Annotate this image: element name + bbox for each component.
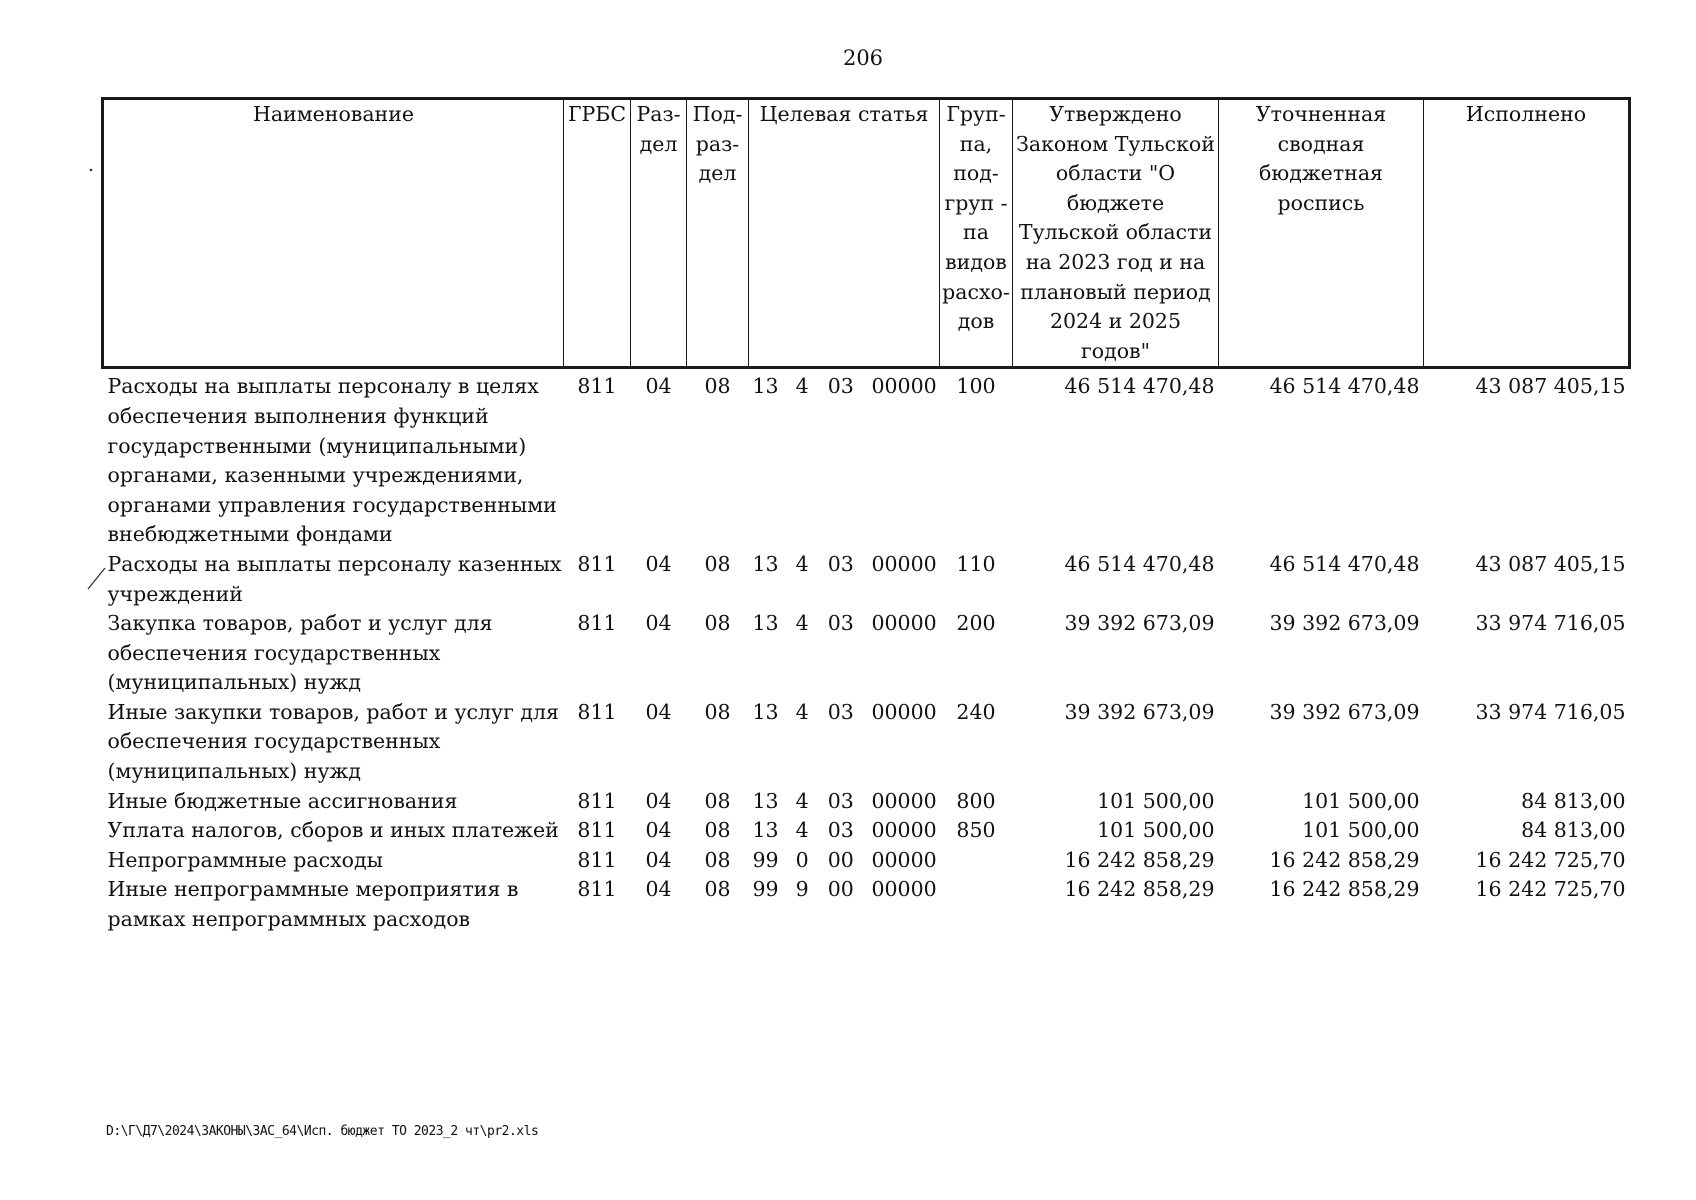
target-part-t2: 4	[795, 699, 809, 724]
row-name: Уплата налогов, сборов и иных платежей	[107, 818, 559, 843]
row-refined: 39 392 673,09	[1269, 611, 1420, 636]
row-razdel: 04	[645, 374, 672, 399]
row-executed: 16 242 725,70	[1475, 877, 1626, 902]
row-razdel: 04	[645, 551, 672, 576]
row-name: Иные бюджетные ассигнования	[107, 788, 458, 813]
target-part-t1: 13	[752, 699, 779, 724]
row-razdel: 04	[645, 818, 672, 843]
file-path-footer: D:\Г\Д7\2024\ЗАКОНЫ\ЗАС_64\Исп. бюджет ТО 2023_2 чт\pr2.xls	[106, 1124, 539, 1139]
row-refined: 16 242 858,29	[1269, 847, 1420, 872]
header-group: Груп- па, под- груп - па видов расхо- дов	[940, 99, 1013, 368]
row-executed: 43 087 405,15	[1475, 551, 1626, 576]
row-group: 100	[956, 374, 996, 399]
row-podrazdel: 08	[704, 788, 731, 813]
target-part-t4: 00000	[871, 699, 937, 724]
row-group	[940, 846, 1013, 876]
target-part-t1: 99	[752, 877, 779, 902]
table-header	[103, 99, 1630, 368]
header-target: Целевая статья	[749, 99, 940, 368]
table-body	[103, 368, 1630, 935]
row-podrazdel: 08	[704, 818, 731, 843]
row-executed: 33 974 716,05	[1475, 699, 1626, 724]
row-refined: 101 500,00	[1302, 788, 1420, 813]
pen-tick-mark	[86, 565, 108, 591]
row-razdel: 04	[645, 611, 672, 636]
target-part-t2: 4	[795, 551, 809, 576]
row-name: Расходы на выплаты персоналу казенных учреждений	[107, 551, 562, 606]
row-group: 200	[956, 611, 996, 636]
target-part-t2: 0	[795, 847, 809, 872]
target-part-t4: 00000	[871, 847, 937, 872]
row-podrazdel: 08	[704, 699, 731, 724]
target-part-t3: 03	[827, 551, 854, 576]
row-target-article	[749, 816, 940, 846]
table-row	[103, 875, 1630, 934]
row-grbs: 811	[577, 551, 617, 576]
ink-dot	[88, 167, 94, 173]
row-podrazdel: 08	[704, 374, 731, 399]
row-refined: 16 242 858,29	[1269, 877, 1420, 902]
target-part-t1: 13	[752, 788, 779, 813]
row-group: 850	[956, 818, 996, 843]
target-part-t2: 4	[795, 818, 809, 843]
row-name: Непрограммные расходы	[107, 847, 383, 872]
table-row	[103, 698, 1630, 787]
target-part-t1: 13	[752, 611, 779, 636]
row-approved: 46 514 470,48	[1064, 374, 1215, 399]
target-part-t1: 13	[752, 818, 779, 843]
row-executed: 84 813,00	[1521, 788, 1626, 813]
row-executed: 43 087 405,15	[1475, 374, 1626, 399]
target-part-t3: 00	[827, 877, 854, 902]
row-group: 240	[956, 699, 996, 724]
target-part-t3: 03	[827, 788, 854, 813]
target-part-t3: 03	[827, 699, 854, 724]
row-executed: 16 242 725,70	[1475, 847, 1626, 872]
row-podrazdel: 08	[704, 877, 731, 902]
row-name: Закупка товаров, работ и услуг для обеспечения государственных (муниципальных) нужд	[107, 611, 493, 695]
header-executed: Исполнено	[1424, 99, 1630, 368]
row-name: Иные закупки товаров, работ и услуг для обеспечения государственных (муниципальных) нужд	[107, 699, 559, 784]
target-part-t4: 00000	[871, 551, 937, 576]
row-podrazdel: 08	[704, 847, 731, 872]
row-refined: 46 514 470,48	[1269, 551, 1420, 576]
target-part-t3: 00	[827, 847, 854, 872]
header-refined: Уточненная сводная бюджетная роспись	[1219, 99, 1424, 368]
table-row	[103, 846, 1630, 876]
target-part-t3: 03	[827, 818, 854, 843]
table-row	[103, 787, 1630, 817]
target-part-t4: 00000	[871, 818, 937, 843]
header-name: Наименование	[103, 99, 564, 368]
row-name: Расходы на выплаты персоналу в целях обеспечения выполнения функций государственными (муниципальными) органами, казенными учреждениями, органами управления государственными внебюджетными фондами	[107, 374, 557, 547]
row-approved: 101 500,00	[1097, 818, 1215, 843]
row-grbs: 811	[577, 847, 617, 872]
page-number: 206	[842, 46, 884, 70]
row-refined: 39 392 673,09	[1269, 699, 1420, 724]
row-razdel: 04	[645, 699, 672, 724]
row-grbs: 811	[577, 374, 617, 399]
target-part-t4: 00000	[871, 877, 937, 902]
row-group: 800	[956, 788, 996, 813]
row-grbs: 811	[577, 611, 617, 636]
row-refined: 46 514 470,48	[1269, 374, 1420, 399]
row-target-article	[749, 787, 940, 817]
row-target-article	[749, 609, 940, 698]
row-podrazdel: 08	[704, 611, 731, 636]
budget-table	[101, 97, 1631, 935]
target-part-t4: 00000	[871, 788, 937, 813]
table-row	[103, 816, 1630, 846]
row-approved: 39 392 673,09	[1064, 699, 1215, 724]
row-grbs: 811	[577, 877, 617, 902]
target-part-t2: 9	[795, 877, 809, 902]
row-target-article	[749, 875, 940, 934]
row-target-article	[749, 550, 940, 609]
header-podrazdel: Под- раз- дел	[687, 99, 749, 368]
target-part-t3: 03	[827, 374, 854, 399]
target-part-t1: 13	[752, 551, 779, 576]
row-podrazdel: 08	[704, 551, 731, 576]
row-approved: 16 242 858,29	[1064, 847, 1215, 872]
row-refined: 101 500,00	[1302, 818, 1420, 843]
table-row	[103, 550, 1630, 609]
row-approved: 16 242 858,29	[1064, 877, 1215, 902]
row-razdel: 04	[645, 847, 672, 872]
row-executed: 84 813,00	[1521, 818, 1626, 843]
header-razdel: Раз- дел	[631, 99, 687, 368]
header-grbs: ГРБС	[564, 99, 631, 368]
row-approved: 101 500,00	[1097, 788, 1215, 813]
target-part-t1: 13	[752, 374, 779, 399]
row-target-article	[749, 698, 940, 787]
target-part-t4: 00000	[871, 374, 937, 399]
target-part-t3: 03	[827, 611, 854, 636]
row-grbs: 811	[577, 818, 617, 843]
table-row	[103, 609, 1630, 698]
target-part-t2: 4	[795, 374, 809, 399]
target-part-t2: 4	[795, 788, 809, 813]
row-razdel: 04	[645, 788, 672, 813]
row-grbs: 811	[577, 699, 617, 724]
row-group: 110	[956, 551, 996, 576]
table-row	[103, 368, 1630, 550]
row-executed: 33 974 716,05	[1475, 611, 1626, 636]
target-part-t4: 00000	[871, 611, 937, 636]
row-approved: 39 392 673,09	[1064, 611, 1215, 636]
target-part-t1: 99	[752, 847, 779, 872]
row-target-article	[749, 846, 940, 876]
row-target-article	[749, 368, 940, 550]
row-razdel: 04	[645, 877, 672, 902]
row-approved: 46 514 470,48	[1064, 551, 1215, 576]
target-part-t2: 4	[795, 611, 809, 636]
row-grbs: 811	[577, 788, 617, 813]
row-name: Иные непрограммные мероприятия в рамках непрограммных расходов	[107, 877, 519, 932]
header-approved: Утверждено Законом Тульской области "О бюджете Тульской области на 2023 год и на плановый период 2024 и 2025 годов"	[1013, 99, 1219, 368]
row-group	[940, 875, 1013, 934]
